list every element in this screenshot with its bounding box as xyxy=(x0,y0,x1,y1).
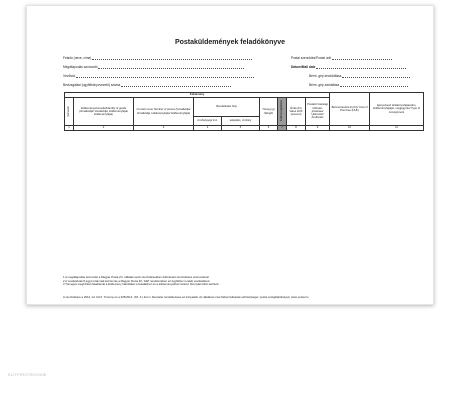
register-no-label: Bevizsgálási (ugyfélkönyvvezető) száma xyxy=(63,83,121,87)
footnote: 3 Tömeges megbízású feladásnál a küldemény hátoldalán a feladáshoz és a küldeményekhez tartozó bizonylat külön kérhető. xyxy=(63,282,220,287)
column-number: 9 xyxy=(306,126,330,131)
destination-header: Rendeltetési hely xyxy=(194,98,260,117)
contract-id-field xyxy=(63,65,244,69)
column-number: 4 xyxy=(194,126,222,131)
postal-unit-field xyxy=(291,56,392,60)
register-no-line[interactable] xyxy=(121,86,231,87)
serial-header: Sorszám xyxy=(65,98,74,126)
weight-header: Tömeg (g) /Weight xyxy=(260,98,278,126)
meter-end-line[interactable] xyxy=(340,86,408,87)
date-field xyxy=(291,65,406,69)
date-line[interactable] xyxy=(316,68,406,69)
column-number: 1 xyxy=(65,126,74,131)
contract-id-line[interactable] xyxy=(98,68,244,69)
consignment-table xyxy=(64,92,424,131)
meter-start-label: Bérm. gép kezdőállása xyxy=(309,74,342,78)
cod-header: Postázó hatósági kifizetés jóváírása/ Utánvétel/ Árufizetés xyxy=(306,98,330,126)
column-number: 6 xyxy=(260,126,278,131)
form-sheet xyxy=(26,5,434,305)
value-header: Érték (Ft) Value HUF (amount) xyxy=(287,98,306,126)
sender-name-label: Feladó (neve, címe) xyxy=(63,56,92,60)
column-number: 5 xyxy=(222,126,260,131)
meter-end-field xyxy=(309,83,408,87)
column-number: 3 xyxy=(134,126,194,131)
footnote: 2 A vevőkódnak 8 jegyű számnak kell lennie a Magyar Posta Zrt. SAP rendszerében az ügyfélhez rendelt vevőkódként. xyxy=(63,278,211,283)
column-number: 11 xyxy=(370,126,424,131)
meter-end-label: Bérm. gép záróállása xyxy=(309,83,340,87)
footnotes xyxy=(63,276,425,287)
register-no-field xyxy=(63,83,231,87)
footnote: 1 A megállapodás azonosító a Magyar Posta Zrt. vállalati vevői szerződésekben feltüntetett szerződéses azonosítóval. xyxy=(63,275,210,279)
destination-sub-address: település, címhely xyxy=(222,117,260,126)
column-number: 8 xyxy=(287,126,306,131)
column-number: 2 xyxy=(74,126,134,131)
postal-unit-label: Postai szerződés/Postal unit xyxy=(291,56,332,60)
customer-id-field xyxy=(63,74,254,78)
sender-name-field xyxy=(63,56,252,60)
addressee-header: Címzett neve/ Number of pieces (Vonalkódja/ Vonalkódja, küldeményfajta/ küldeményfajta) xyxy=(134,98,194,126)
destination-sub-city: cím/helység/ irsz. xyxy=(194,117,222,126)
column-number: 7 xyxy=(278,126,287,131)
postal-unit-line[interactable] xyxy=(332,59,392,60)
fee-header: Bérmentesítés díj (Ft)/ Cost of Post Fee (HUF) xyxy=(330,93,370,126)
remarks-header: Igényelvevő tételkönyvfajtaszám, küldeményfajtajel, megjegyzés/ Type of consignment xyxy=(370,93,424,126)
date-label: Dátum/Mail date xyxy=(291,65,316,69)
column-number: 10 xyxy=(330,126,370,131)
sender-name-line[interactable] xyxy=(92,59,252,60)
footer-legal-text: A szerződésre a 2012. évi CLIX. Törvény és a 335/2012. (XII. 4.) Korm. Rendelet rendelkezései az irányadók. Az általános szerződési feltételek elérhetőségei: postai szolgáltatóhelyek, www.posta.hu xyxy=(63,295,309,299)
consignment-group-header: Küldemény xyxy=(65,93,330,98)
barcode-header: Küldeményazonosító/Identify of goods (Vonalkódja/ Vonalkódja, küldeményfajta/ küldeményfajta) xyxy=(74,98,134,126)
meter-start-field xyxy=(309,74,410,78)
contract-id-label: Megállapodás azonosító xyxy=(63,65,98,69)
special-service-header: Különszolgáltatás xyxy=(278,98,287,126)
column-number-row xyxy=(65,126,424,131)
customer-id-line[interactable] xyxy=(76,77,254,78)
document-title: Postaküldemények feladókönyve xyxy=(174,39,286,46)
customer-id-label: Vevőkód xyxy=(63,74,76,78)
meter-start-line[interactable] xyxy=(342,77,410,78)
watermark: ELITPIROTECHNIE xyxy=(8,372,47,377)
